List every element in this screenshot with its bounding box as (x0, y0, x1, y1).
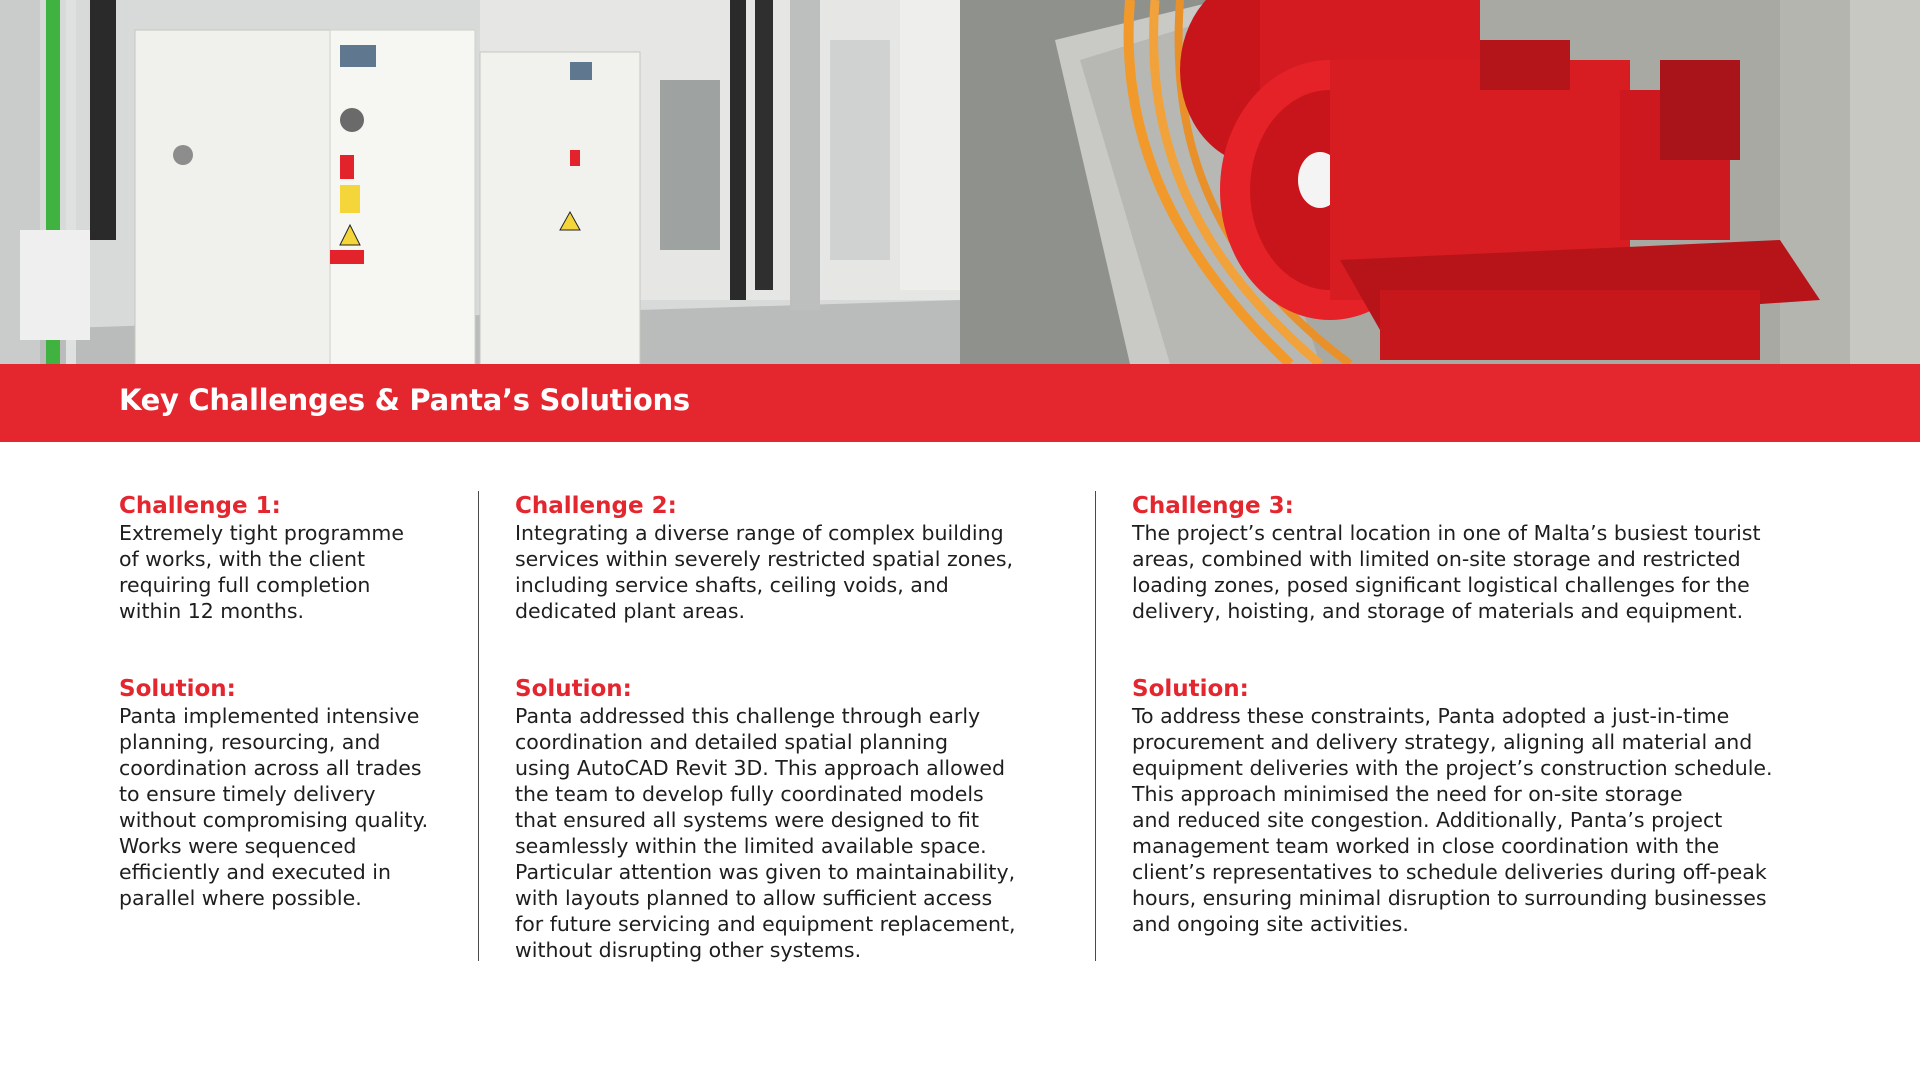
challenge-column-3 (1132, 492, 1802, 937)
solution-heading: Solution: (119, 676, 236, 702)
plant-room-photo (0, 0, 960, 364)
challenge-heading: Challenge 3: (1132, 493, 1294, 519)
solution-heading: Solution: (515, 676, 632, 702)
challenge-text: Integrating a diverse range of complex building services within severely restricted spatial zones, including service shafts, ceiling voids, and dedicated plant areas. (515, 521, 1014, 623)
plant-room-hvac-units-image (0, 0, 960, 364)
page-title: Key Challenges & Panta’s Solutions (119, 383, 690, 417)
column-divider (1095, 491, 1096, 961)
solution-heading: Solution: (1132, 676, 1249, 702)
challenge-heading: Challenge 1: (119, 493, 281, 519)
section-title-band (0, 364, 1920, 442)
challenge-heading: Challenge 2: (515, 493, 677, 519)
solution-text: Panta addressed this challenge through early coordination and detailed spatial planning using AutoCAD Revit 3D. This approach allowed the team to develop fully coordinated models that ensured all systems were designed to fit seamlessly within the limited available space. Particular attention was given to maintainability, with layouts planned to allow sufficient access for future servicing and equipment replacement, without disrupting other systems. (515, 704, 1016, 962)
solution-text: To address these constraints, Panta adopted a just-in-time procurement and delivery strategy, aligning all material and equipment deliveries with the project’s construction schedule. This approach minimised the need for on-site storage and reduced site congestion. Additionally, Panta’s project management team worked in close coordination with the client’s representatives to schedule deliveries during off-peak hours, ensuring minimal disruption to surrounding businesses and ongoing site activities. (1132, 704, 1773, 936)
column-divider (478, 491, 479, 961)
challenge-text: The project’s central location in one of Malta’s busiest tourist areas, combined with limited on-site storage and restricted loading zones, posed significant logistical challenges for the delivery, hoisting, and storage of materials and equipment. (1132, 521, 1761, 623)
red-pump-motors-image (960, 0, 1920, 364)
challenge-text: Extremely tight programme of works, with the client requiring full completion within 12 months. (119, 521, 405, 623)
challenge-column-1 (119, 492, 459, 911)
pump-motors-photo (960, 0, 1920, 364)
challenge-column-2 (515, 492, 1055, 963)
photo-strip (0, 0, 1920, 364)
solution-text: Panta implemented intensive planning, resourcing, and coordination across all trades to ensure timely delivery without compromising quality. Works were sequenced efficiently and executed in parallel where possible. (119, 704, 429, 910)
